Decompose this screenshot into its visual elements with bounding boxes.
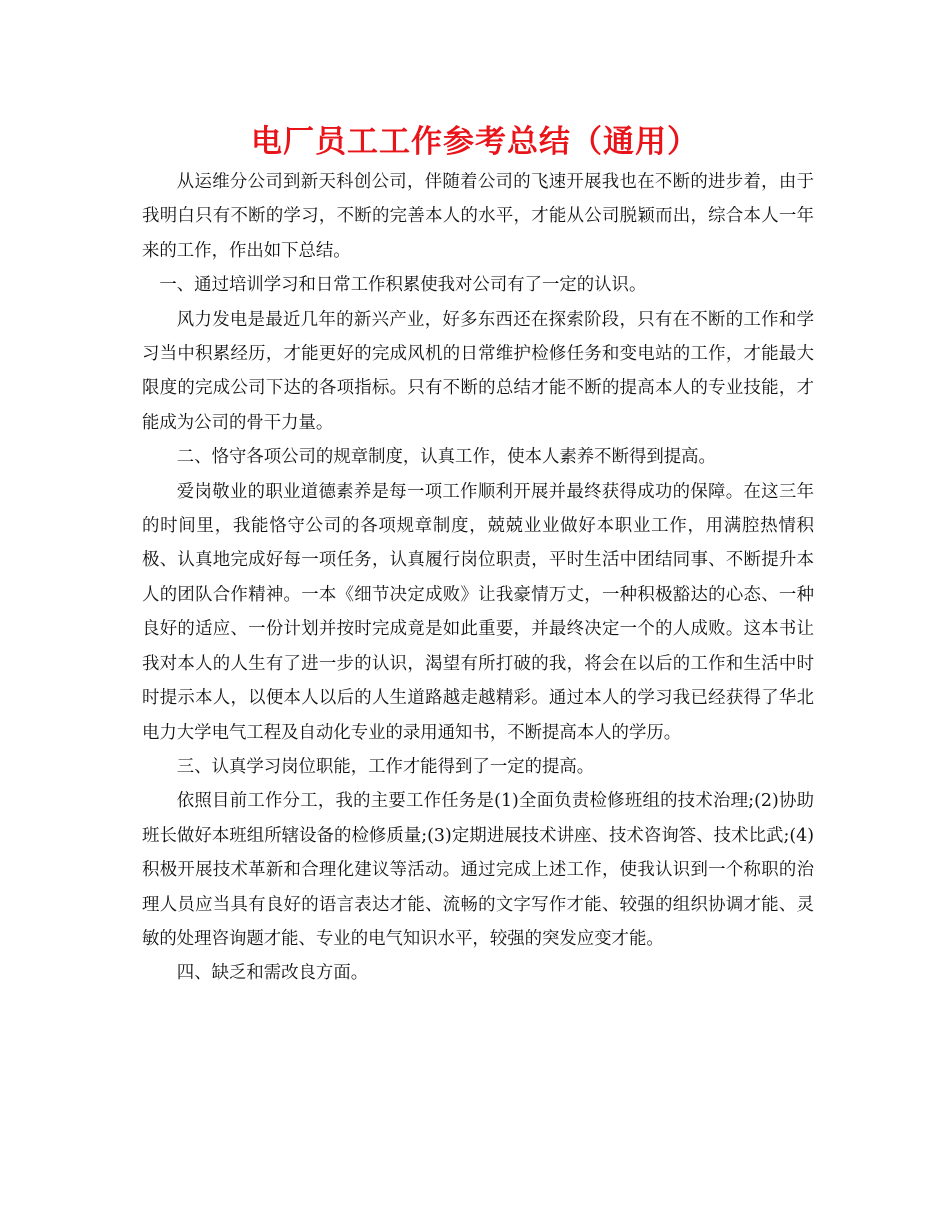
- paragraph-intro: 从运维分公司到新天科创公司，伴随着公司的飞速开展我也在不断的进步着，由于我明白只有不断的学习，不断的完善本人的水平，才能从公司脱颖而出，综合本人一年来的工作，作出如下总结。: [142, 172, 814, 261]
- section-heading-2: 二、恪守各项公司的规章制度，认真工作，使本人素养不断得到提高。: [176, 447, 716, 468]
- document-body: [142, 165, 814, 991]
- section-heading-4: 四、缺乏和需改良方面。: [176, 963, 369, 984]
- paragraph-section-1: 风力发电是最近几年的新兴产业，好多东西还在探索阶段，只有在不断的工作和学习当中积累经历，才能更好的完成风机的日常维护检修任务和变电站的工作，才能最大限度的完成公司下达的各项指标。只有不断的总结才能不断的提高本人的专业技能，才能成为公司的骨干力量。: [142, 309, 814, 433]
- section-heading-3: 三、认真学习岗位职能，工作才能得到了一定的提高。: [176, 756, 595, 777]
- document-title: 电厂员工工作参考总结（通用）: [251, 124, 699, 160]
- paragraph-section-3: 依照目前工作分工，我的主要工作任务是(1)全面负责检修班组的技术治理;(2)协助班长做好本班组所辖设备的检修质量;(3)定期进展技术讲座、技术咨询答、技术比武;(4)积极开展技术革新和合理化建议等活动。通过完成上述工作，使我认识到一个称职的治理人员应当具有良好的语言表达才能、流畅的文字写作才能、较强的组织协调才能、灵敏的处理咨询题才能、专业的电气知识水平，较强的突发应变才能。: [142, 791, 814, 949]
- paragraph-section-2: 爱岗敬业的职业道德素养是每一项工作顺利开展并最终获得成功的保障。在这三年的时间里，我能恪守公司的各项规章制度，兢兢业业做好本职业工作，用满腔热情积极、认真地完成好每一项任务，认真履行岗位职责，平时生活中团结同事、不断提升本人的团队合作精神。一本《细节决定成败》让我豪情万丈，一种积极豁达的心态、一种良好的适应、一份计划并按时完成竟是如此重要，并最终决定一个的人成败。这本书让我对本人的人生有了进一步的认识，渴望有所打破的我，将会在以后的工作和生活中时时提示本人，以便本人以后的人生道路越走越精彩。通过本人的学习我已经获得了华北电力大学电气工程及自动化专业的录用通知书，不断提高本人的学历。: [142, 481, 814, 743]
- section-heading-1: 一、通过培训学习和日常工作积累使我对公司有了一定的认识。: [159, 275, 647, 296]
